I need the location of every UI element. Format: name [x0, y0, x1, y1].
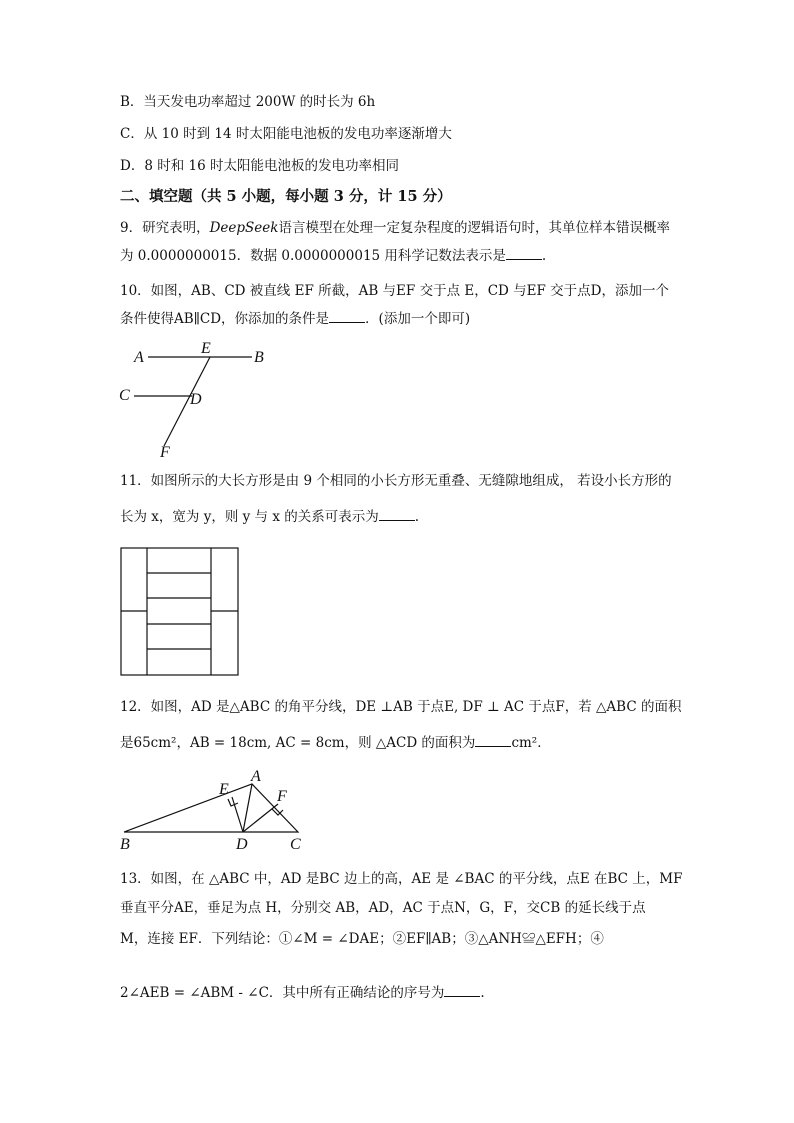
q11-answer-blank	[379, 508, 415, 521]
q13-line3: M，连接 EF．下列结论：①∠M = ∠DAE；②EF∥AB；③△ANH≌△EFH；④	[120, 931, 604, 947]
q9-text-c: 语言模型在处理一定复杂程度的逻辑语句时，其单位样本错误概率	[278, 220, 670, 236]
segment-ad	[243, 784, 252, 832]
q9-deepseek: DeepSeek	[209, 220, 279, 236]
section-title: 二、填空题（共 5 小题，每小题 3 分，计 15 分）	[120, 188, 452, 205]
q13-line1: 13．如图，在 △ABC 中，AD 是BC 边上的高，AE 是 ∠BAC 的平分线，点E 在BC 上，MF	[120, 871, 683, 887]
q10-line2	[120, 310, 470, 327]
q11-line2	[120, 508, 419, 525]
q10-text-a: 条件使得AB∥CD，你添加的条件是	[120, 311, 330, 327]
option-d: D．8 时和 16 时太阳能电池板的发电功率相同	[120, 158, 399, 174]
q11-line1: 11．如图所示的大长方形是由 9 个相同的小长方形无重叠、无缝隙地组成， 若设小长方形的	[120, 473, 672, 489]
q9-line2	[120, 247, 546, 264]
label-c2: C	[290, 836, 301, 853]
q13-line2: 垂直平分AE，垂足为点 H，分别交 AB，AD，AC 于点N，G，F，交CB 的延长线于点	[120, 900, 646, 916]
q13-answer-blank	[444, 984, 480, 997]
right-angle-f	[272, 809, 283, 815]
q9-answer-blank	[506, 247, 542, 260]
label-f: F	[160, 444, 170, 461]
label-b: B	[254, 349, 264, 366]
label-f2: F	[277, 788, 287, 805]
q13-text-a: 2∠AEB = ∠ABM - ∠C．其中所有正确结论的序号为	[120, 985, 445, 1001]
label-c: C	[119, 387, 130, 404]
triangle-abc	[124, 784, 298, 832]
q12-line2	[120, 734, 551, 751]
q13-text-b: .	[480, 985, 485, 1001]
q10-line1: 10．如图，AB、CD 被直线 EF 所截，AB 与EF 交于点 E，CD 与EF 交于点D，添加一个	[120, 283, 669, 299]
q12-answer-blank	[475, 734, 511, 747]
segment-df	[243, 804, 278, 832]
q10-text-b: ．(添加一个即可)	[365, 311, 471, 327]
q9-text-a: 9．研究表明，	[120, 220, 210, 236]
option-b: B．当天发电功率超过 200W 的时长为 6h	[120, 94, 376, 110]
q11-text-a: 长为 x，宽为 y，则 y 与 x 的关系可表示为	[120, 509, 379, 525]
q12-text-a: 是65cm²，AB = 18cm, AC = 8cm，则 △ACD 的面积为	[120, 735, 476, 751]
segment-de	[232, 797, 243, 832]
q12-line1: 12．如图，AD 是△ABC 的角平分线，DE ⊥AB 于点E, DF ⊥ AC 于点F，若 △ABC 的面积	[120, 699, 682, 715]
right-angle-e	[228, 799, 238, 806]
big-rectangle	[121, 548, 238, 675]
label-a2: A	[251, 768, 261, 785]
q11-text-b: .	[414, 509, 420, 525]
q9-line1	[120, 222, 670, 236]
q13-line4	[120, 984, 485, 1001]
label-e2: E	[219, 781, 229, 798]
label-b2: B	[120, 836, 130, 853]
q9-text-d: 为 0.0000000015．数据 0.0000000015 用科学记数法表示是	[120, 248, 506, 264]
label-d2: D	[236, 836, 248, 853]
q10-answer-blank	[329, 310, 365, 323]
option-c: C．从 10 时到 14 时太阳能电池板的发电功率逐渐增大	[120, 126, 452, 142]
line-ef	[164, 357, 210, 446]
label-d: D	[190, 391, 202, 408]
q9-text-e: .	[541, 248, 547, 264]
label-e: E	[201, 340, 211, 357]
q12-text-b: cm²．	[511, 735, 551, 751]
label-a: A	[134, 349, 144, 366]
